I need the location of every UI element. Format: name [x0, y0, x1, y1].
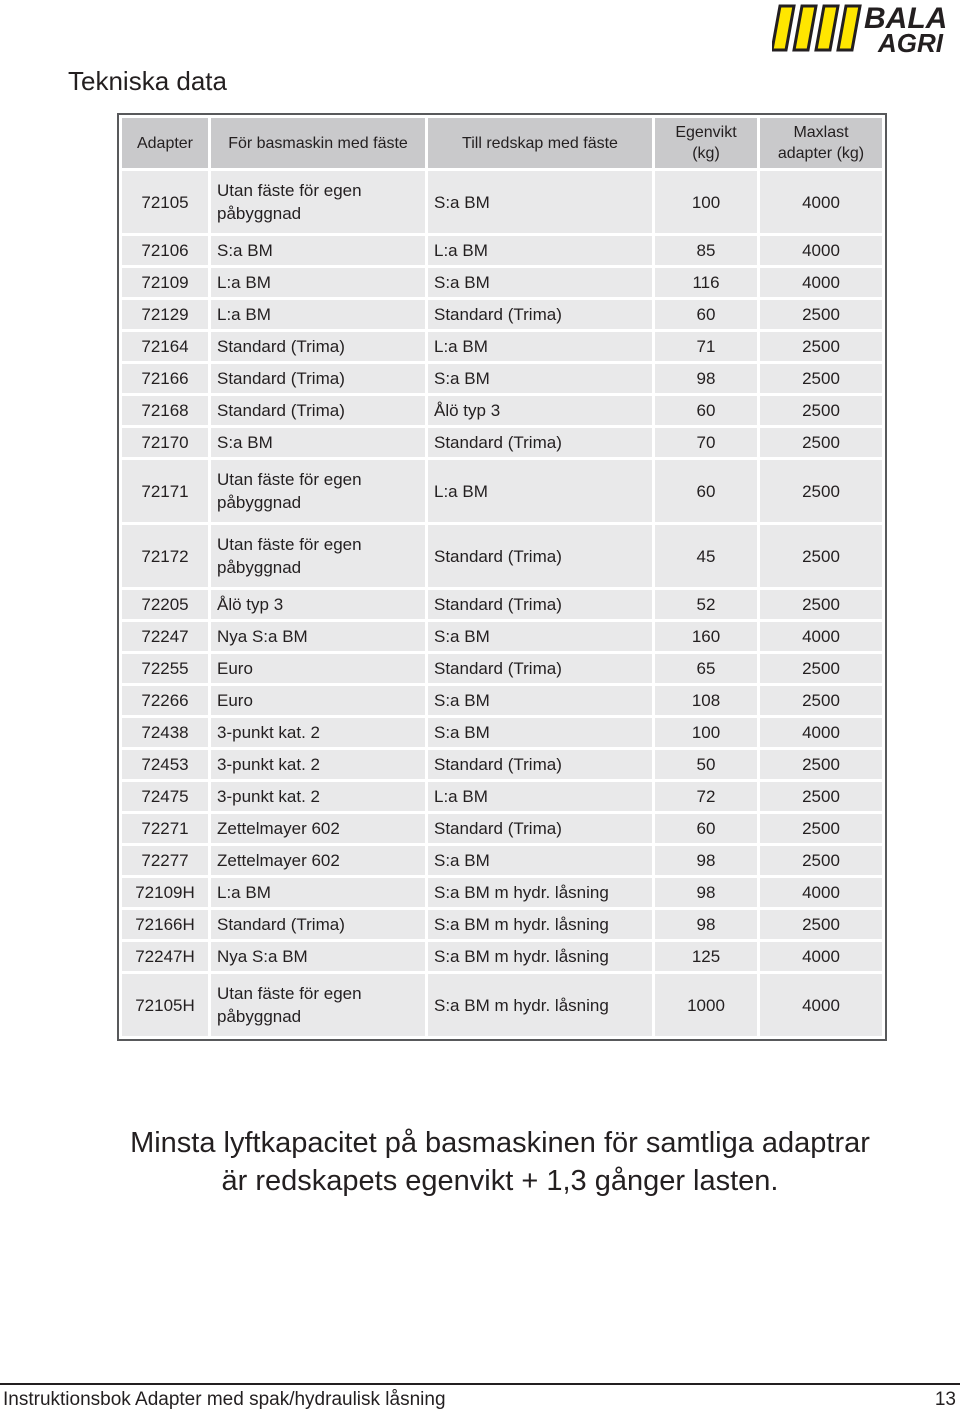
cell-weight: 65: [654, 653, 759, 685]
cell-tool: Standard (Trima): [427, 589, 654, 621]
cell-base: Nya S:a BM: [210, 941, 427, 973]
cell-weight: 98: [654, 909, 759, 941]
capacity-note: Minsta lyftkapacitet på basmaskinen för samtliga adaptrar är redskapets egenvikt + 1,3 gånger lasten.: [130, 1127, 870, 1197]
cell-tool: Standard (Trima): [427, 813, 654, 845]
cell-adapter: 72105: [121, 170, 210, 235]
page-number: 13: [934, 1389, 956, 1410]
table-row: [121, 170, 884, 235]
cell-max: 4000: [759, 170, 884, 235]
cell-tool: S:a BM m hydr. låsning: [427, 877, 654, 909]
cell-adapter: 72106: [121, 235, 210, 267]
cell-weight: 100: [654, 170, 759, 235]
footer-divider: [0, 1383, 960, 1385]
table-row: [121, 973, 884, 1038]
cell-adapter: 72255: [121, 653, 210, 685]
cell-max: 2500: [759, 813, 884, 845]
cell-weight: 70: [654, 427, 759, 459]
table-row: [121, 363, 884, 395]
table-row: [121, 877, 884, 909]
cell-weight: 160: [654, 621, 759, 653]
cell-adapter: 72129: [121, 299, 210, 331]
table-row: [121, 524, 884, 589]
cell-base: Standard (Trima): [210, 395, 427, 427]
cell-tool: Standard (Trima): [427, 653, 654, 685]
cell-max: 4000: [759, 621, 884, 653]
cell-adapter: 72170: [121, 427, 210, 459]
header-weight: Egenvikt (kg): [654, 117, 759, 170]
cell-weight: 72: [654, 781, 759, 813]
table-row: [121, 749, 884, 781]
cell-tool: Standard (Trima): [427, 524, 654, 589]
header-max: Maxlast adapter (kg): [759, 117, 884, 170]
cell-tool: S:a BM: [427, 363, 654, 395]
cell-weight: 125: [654, 941, 759, 973]
cell-base: 3-punkt kat. 2: [210, 781, 427, 813]
cell-base: S:a BM: [210, 427, 427, 459]
page-title: Tekniska data: [68, 66, 227, 96]
cell-max: 2500: [759, 395, 884, 427]
table-row: [121, 717, 884, 749]
cell-max: 4000: [759, 973, 884, 1038]
bala-agri-logo: [772, 2, 960, 54]
cell-weight: 71: [654, 331, 759, 363]
cell-base: Utan fäste för egen påbyggnad: [210, 459, 427, 524]
cell-max: 4000: [759, 877, 884, 909]
cell-weight: 85: [654, 235, 759, 267]
cell-max: 2500: [759, 427, 884, 459]
cell-weight: 98: [654, 877, 759, 909]
cell-base: Euro: [210, 685, 427, 717]
cell-base: Zettelmayer 602: [210, 813, 427, 845]
cell-adapter: 72277: [121, 845, 210, 877]
cell-adapter: 72109H: [121, 877, 210, 909]
cell-tool: S:a BM m hydr. låsning: [427, 973, 654, 1038]
cell-base: Nya S:a BM: [210, 621, 427, 653]
cell-max: 4000: [759, 717, 884, 749]
header-adapter: Adapter: [121, 117, 210, 170]
cell-max: 2500: [759, 363, 884, 395]
cell-adapter: 72205: [121, 589, 210, 621]
cell-adapter: 72247H: [121, 941, 210, 973]
cell-base: Standard (Trima): [210, 909, 427, 941]
cell-tool: S:a BM m hydr. låsning: [427, 909, 654, 941]
cell-max: 2500: [759, 524, 884, 589]
table-row: [121, 909, 884, 941]
cell-tool: L:a BM: [427, 781, 654, 813]
table-row: [121, 813, 884, 845]
cell-tool: S:a BM: [427, 170, 654, 235]
cell-tool: S:a BM: [427, 845, 654, 877]
cell-tool: S:a BM: [427, 685, 654, 717]
footer-title: Instruktionsbok Adapter med spak/hydraulisk låsning: [3, 1389, 446, 1410]
cell-tool: L:a BM: [427, 331, 654, 363]
cell-max: 2500: [759, 845, 884, 877]
cell-tool: S:a BM: [427, 717, 654, 749]
cell-adapter: 72271: [121, 813, 210, 845]
cell-max: 2500: [759, 331, 884, 363]
logo-agri-text: AGRI: [878, 28, 943, 54]
cell-max: 2500: [759, 589, 884, 621]
cell-tool: Standard (Trima): [427, 299, 654, 331]
cell-max: 4000: [759, 267, 884, 299]
cell-weight: 116: [654, 267, 759, 299]
cell-max: 2500: [759, 653, 884, 685]
header-tool: Till redskap med fäste: [427, 117, 654, 170]
cell-adapter: 72164: [121, 331, 210, 363]
cell-adapter: 72475: [121, 781, 210, 813]
cell-weight: 60: [654, 299, 759, 331]
table-row: [121, 427, 884, 459]
cell-adapter: 72171: [121, 459, 210, 524]
cell-max: 2500: [759, 749, 884, 781]
cell-base: Standard (Trima): [210, 363, 427, 395]
cell-adapter: 72166H: [121, 909, 210, 941]
cell-base: L:a BM: [210, 877, 427, 909]
cell-adapter: 72453: [121, 749, 210, 781]
table-row: [121, 299, 884, 331]
cell-max: 2500: [759, 685, 884, 717]
cell-weight: 60: [654, 813, 759, 845]
table-row: [121, 589, 884, 621]
cell-base: Utan fäste för egen påbyggnad: [210, 524, 427, 589]
cell-base: 3-punkt kat. 2: [210, 749, 427, 781]
table-row: [121, 781, 884, 813]
cell-weight: 100: [654, 717, 759, 749]
technical-data-table: [119, 115, 885, 1039]
cell-max: 2500: [759, 781, 884, 813]
cell-adapter: 72247: [121, 621, 210, 653]
cell-max: 2500: [759, 299, 884, 331]
cell-weight: 45: [654, 524, 759, 589]
cell-adapter: 72105H: [121, 973, 210, 1038]
cell-base: Zettelmayer 602: [210, 845, 427, 877]
cell-weight: 108: [654, 685, 759, 717]
cell-adapter: 72168: [121, 395, 210, 427]
cell-base: Standard (Trima): [210, 331, 427, 363]
cell-weight: 98: [654, 363, 759, 395]
header-base: För basmaskin med fäste: [210, 117, 427, 170]
cell-tool: Standard (Trima): [427, 749, 654, 781]
table-header-row: [121, 117, 884, 170]
table-body: [121, 170, 884, 1038]
cell-tool: S:a BM: [427, 621, 654, 653]
table-row: [121, 331, 884, 363]
cell-tool: S:a BM m hydr. låsning: [427, 941, 654, 973]
cell-weight: 52: [654, 589, 759, 621]
cell-weight: 98: [654, 845, 759, 877]
table-row: [121, 459, 884, 524]
cell-adapter: 72109: [121, 267, 210, 299]
cell-weight: 1000: [654, 973, 759, 1038]
table-row: [121, 845, 884, 877]
cell-max: 4000: [759, 235, 884, 267]
cell-adapter: 72438: [121, 717, 210, 749]
logo-stripes: [772, 6, 860, 50]
cell-adapter: 72172: [121, 524, 210, 589]
cell-tool: S:a BM: [427, 267, 654, 299]
cell-adapter: 72266: [121, 685, 210, 717]
table-row: [121, 267, 884, 299]
cell-adapter: 72166: [121, 363, 210, 395]
cell-tool: Ålö typ 3: [427, 395, 654, 427]
table-row: [121, 621, 884, 653]
cell-max: 4000: [759, 941, 884, 973]
cell-weight: 60: [654, 395, 759, 427]
cell-tool: L:a BM: [427, 235, 654, 267]
cell-base: Utan fäste för egen påbyggnad: [210, 170, 427, 235]
logo-bala-text: BALA: [864, 2, 948, 35]
cell-weight: 60: [654, 459, 759, 524]
cell-base: Utan fäste för egen påbyggnad: [210, 973, 427, 1038]
cell-max: 2500: [759, 459, 884, 524]
cell-base: 3-punkt kat. 2: [210, 717, 427, 749]
cell-base: L:a BM: [210, 267, 427, 299]
cell-tool: L:a BM: [427, 459, 654, 524]
table-row: [121, 653, 884, 685]
cell-base: L:a BM: [210, 299, 427, 331]
cell-base: Ålö typ 3: [210, 589, 427, 621]
table-row: [121, 235, 884, 267]
cell-max: 2500: [759, 909, 884, 941]
cell-tool: Standard (Trima): [427, 427, 654, 459]
cell-base: Euro: [210, 653, 427, 685]
cell-base: S:a BM: [210, 235, 427, 267]
table-row: [121, 685, 884, 717]
table-row: [121, 395, 884, 427]
table-row: [121, 941, 884, 973]
cell-weight: 50: [654, 749, 759, 781]
